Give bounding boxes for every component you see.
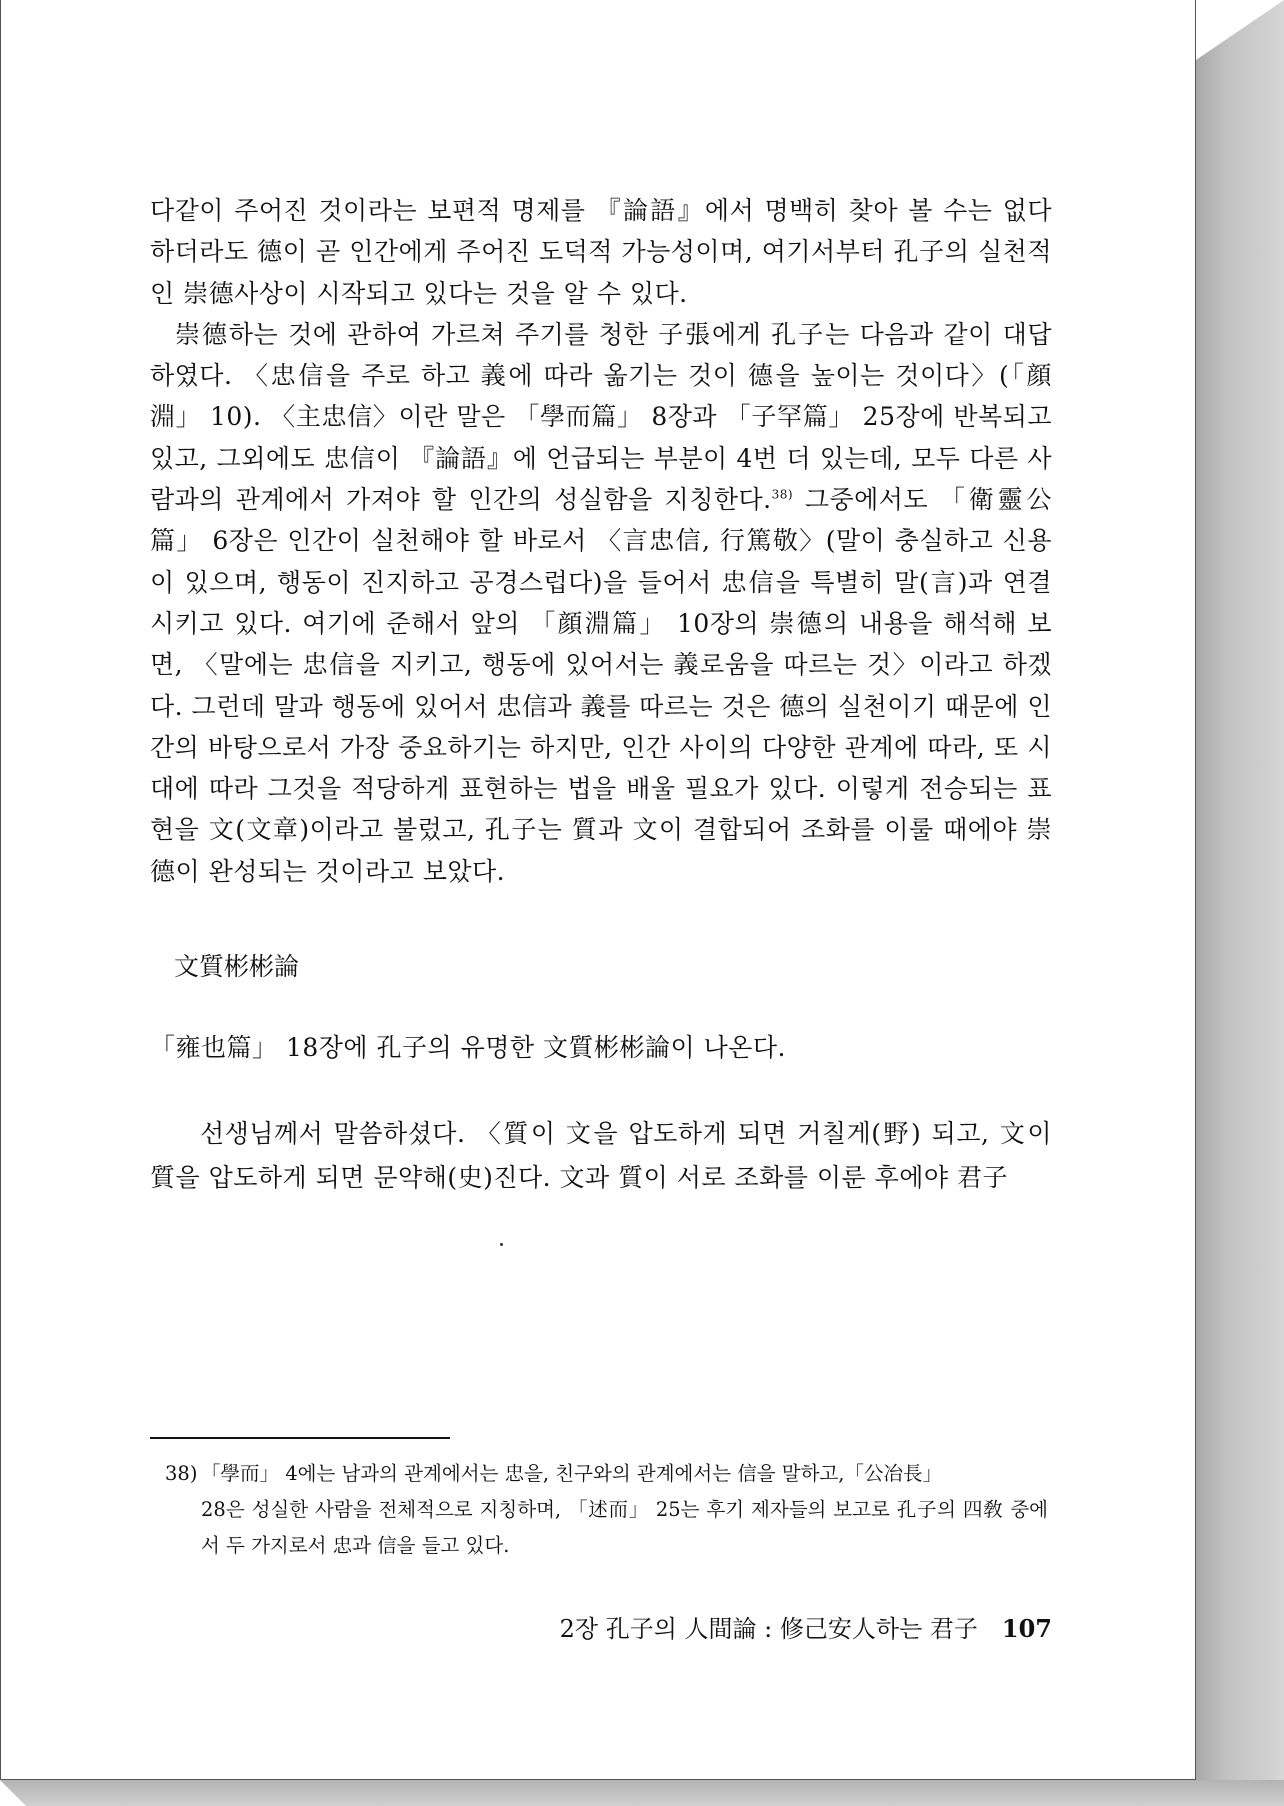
paragraph-2 [150,314,1052,892]
footnote-number: 38) [165,1462,198,1485]
book-side-top-corner [1196,0,1284,60]
page-number: 107 [1001,1614,1052,1643]
book-side-edge [1196,0,1284,1806]
footnote-reference-38: 38) [771,487,794,502]
footnote-divider [150,1437,450,1439]
quote-paragraph: 선생님께서 말씀하셨다. 〈質이 文을 압도하게 되면 거칠게(野) 되고, 文이 質을 압도하게 되면 문약해(史)진다. 文과 質이 서로 조화를 이룬 후에야 君子 [150,1119,1052,1193]
footnote-38 [165,1456,1048,1564]
stray-dot-mark [500,1243,503,1246]
section-title: 文質彬彬論 [174,952,300,982]
paragraph-1: 다같이 주어진 것이라는 보편적 명제를 『論語』에서 명백히 찾아 볼 수는 없다 하더라도 德이 곧 인간에게 주어진 도덕적 가능성이며, 여기서부터 孔子의 실천적인 崇德사상이 시작되고 있다는 것을 알 수 있다. [150,196,1052,308]
page-body [150,190,1052,1200]
footnote-continuation: 28은 성실한 사람을 전체적으로 지칭하며, 「述而」 25는 후기 제자들의 보고로 孔子의 四敎 중에서 두 가지로서 忠과 信을 들고 있다. [201,1498,1048,1557]
book-bottom-edge [0,1780,1284,1806]
book-bottom-left-corner [0,1780,26,1806]
lead-sentence: 「雍也篇」 18장에 孔子의 유명한 文質彬彬論이 나온다. [150,1033,786,1063]
running-footer [518,1612,1052,1646]
paragraph-2-part-b: 그중에서도 「衛靈公篇」 6장은 인간이 실천해야 할 바로서 〈言忠信, 行篤敬〉(말이 충실하고 신용이 있으며, 행동이 진지하고 공경스럽다)을 들어서 忠信을 특별히 말(言)과 연결시키고 있다. 여기에 준해서 앞의 「顔淵篇」 10장의 崇德의 내용을 해석해 보면, 〈말에는 忠信을 지키고, 행동에 있어서는 義로움을 따르는 것〉이라고 하겠다. 그런데 말과 행동에 있어서 忠信과 義를 따르는 것은 德의 실천이기 때문에 인간의 바탕으로서 가장 중요하기는 하지만, 인간 사이의 다양한 관계에 따라, 또 시대에 따라 그것을 적당하게 표현하는 법을 배울 필요가 있다. 이렇게 전승되는 표현을 文(文章)이라고 불렀고, 孔子는 質과 文이 결합되어 조화를 이룰 때에야 崇德이 완성되는 것이라고 보았다. [150,485,1053,886]
footnote-text: 「學而」 4에는 남과의 관계에서는 忠을, 친구와의 관계에서는 信을 말하고,「公冶長」 [201,1462,942,1485]
running-title: 2장 孔子의 人間論 : 修己安人하는 君子 [559,1615,978,1643]
paragraph-2-part-a: 崇德하는 것에 관하여 가르쳐 주기를 청한 子張에게 孔子는 다음과 같이 대답하였다. 〈忠信을 주로 하고 義에 따라 옮기는 것이 德을 높이는 것이다〉(「顔淵」 10). 〈主忠信〉이란 말은 「學而篇」 8장과 「子罕篇」 25장에 반복되고 있고, 그외에도 忠信이 『論語』에 언급되는 부분이 4번 더 있는데, 모두 다른 사람과의 관계에서 가져야 할 인간의 성실함을 지칭한다. [150,319,1052,515]
footnote-first-line [165,1456,1048,1492]
